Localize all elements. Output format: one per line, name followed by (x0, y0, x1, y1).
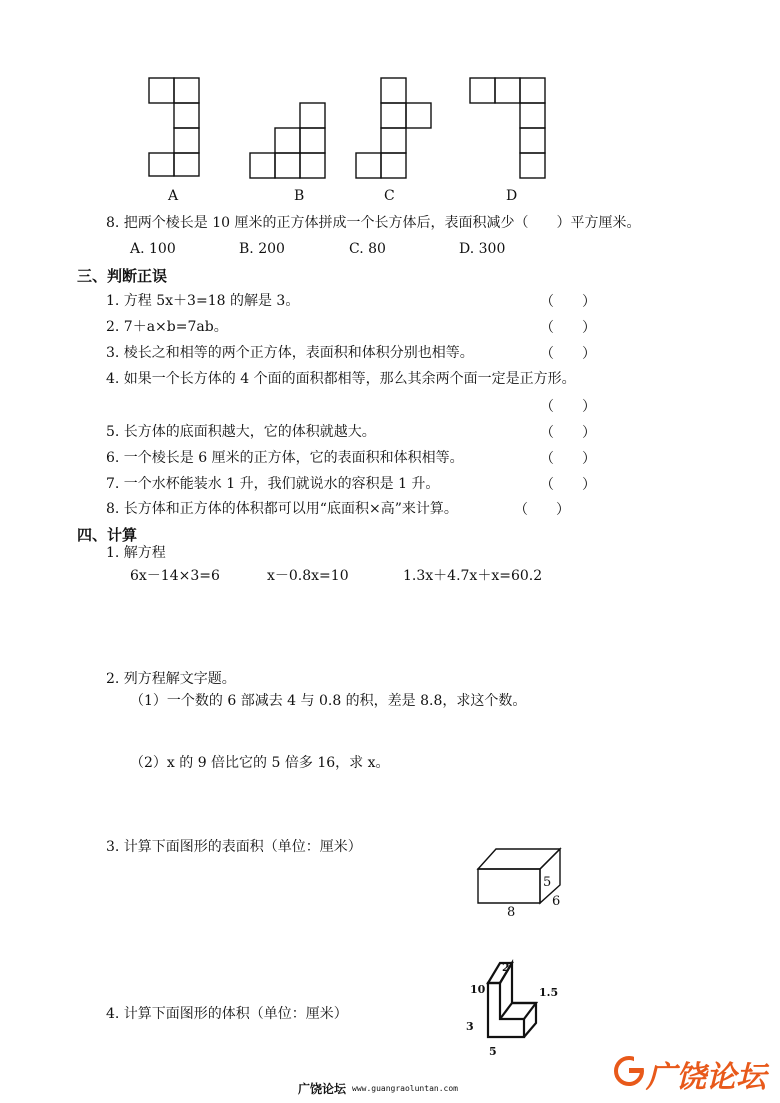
cube-net-a (148, 77, 200, 177)
tf-paren-2: （ ） (540, 320, 596, 336)
net-label-d: D (506, 188, 518, 204)
footer-site-name: 广饶论坛 (298, 1082, 347, 1096)
tf-paren-5: （ ） (540, 425, 596, 441)
q1-title: 1. 解方程 (106, 545, 166, 561)
equation-2: x－0.8x=10 (267, 568, 349, 584)
tf-paren-1: （ ） (540, 294, 596, 310)
tf-item-5: 5. 长方体的底面积越大，它的体积就越大。 (106, 424, 376, 440)
step-dim-low: 3 (466, 1020, 474, 1033)
q8-question: 8. 把两个棱长是 10 厘米的正方体拼成一个长方体后，表面积减少（ ）平方厘米。 (106, 215, 641, 231)
tf-item-7: 7. 一个水杯能装水 1 升，我们就说水的容积是 1 升。 (106, 476, 440, 492)
footer-url[interactable]: www.guangraoluntan.com (352, 1084, 458, 1093)
cuboid-dim-length: 8 (507, 905, 516, 920)
step-dim-top: 2 (502, 961, 510, 974)
q8-option-d: D. 300 (459, 241, 506, 257)
cube-net-c (355, 77, 435, 179)
equation-1: 6x－14×3=6 (130, 568, 220, 584)
q8-option-b: B. 200 (239, 241, 285, 257)
tf-item-4: 4. 如果一个长方体的 4 个面的面积都相等，那么其余两个面一定是正方形。 (106, 371, 576, 387)
tf-paren-8: （ ） (514, 502, 570, 518)
tf-item-8: 8. 长方体和正方体的体积都可以用“底面积×高”来计算。 (106, 501, 458, 517)
q8-option-c: C. 80 (349, 241, 386, 257)
q2-sub2: （2）x 的 9 倍比它的 5 倍多 16，求 x。 (130, 755, 390, 771)
tf-item-2: 2. 7＋a×b=7ab。 (106, 319, 228, 335)
step-dim-step: 1.5 (539, 986, 559, 999)
q2-title: 2. 列方程解文字题。 (106, 671, 236, 687)
tf-paren-7: （ ） (540, 477, 596, 493)
cuboid-dim-width: 6 (552, 894, 561, 909)
tf-item-6: 6. 一个棱长是 6 厘米的正方体，它的表面积和体积相等。 (106, 450, 464, 466)
step-dim-tall: 10 (470, 983, 486, 996)
logo-text: 广饶论坛 (646, 1060, 766, 1095)
net-label-c: C (384, 188, 395, 204)
q2-sub1: （1）一个数的 6 部减去 4 与 0.8 的积，差是 8.8，求这个数。 (130, 693, 527, 709)
q4-title: 4. 计算下面图形的体积（单位：厘米） (106, 1006, 348, 1022)
tf-paren-4: （ ） (540, 399, 596, 415)
net-label-a: A (168, 188, 179, 204)
q8-option-a: A. 100 (130, 241, 176, 257)
q3-title: 3. 计算下面图形的表面积（单位：厘米） (106, 839, 362, 855)
section3-heading: 三、判断正误 (77, 267, 168, 285)
cuboid-figure (476, 845, 576, 925)
net-label-b: B (294, 188, 305, 204)
logo-icon (612, 1054, 646, 1088)
step-dim-base: 5 (489, 1045, 497, 1058)
cube-net-d (469, 77, 549, 179)
cuboid-dim-height: 5 (543, 875, 552, 890)
tf-item-3: 3. 棱长之和相等的两个正方体，表面积和体积分别也相等。 (106, 345, 474, 361)
tf-item-1: 1. 方程 5x＋3=18 的解是 3。 (106, 293, 300, 309)
tf-paren-6: （ ） (540, 451, 596, 467)
cube-net-b (249, 102, 327, 180)
equation-3: 1.3x＋4.7x＋x=60.2 (403, 568, 543, 584)
tf-paren-3: （ ） (540, 346, 596, 362)
section4-heading: 四、计算 (77, 526, 138, 544)
